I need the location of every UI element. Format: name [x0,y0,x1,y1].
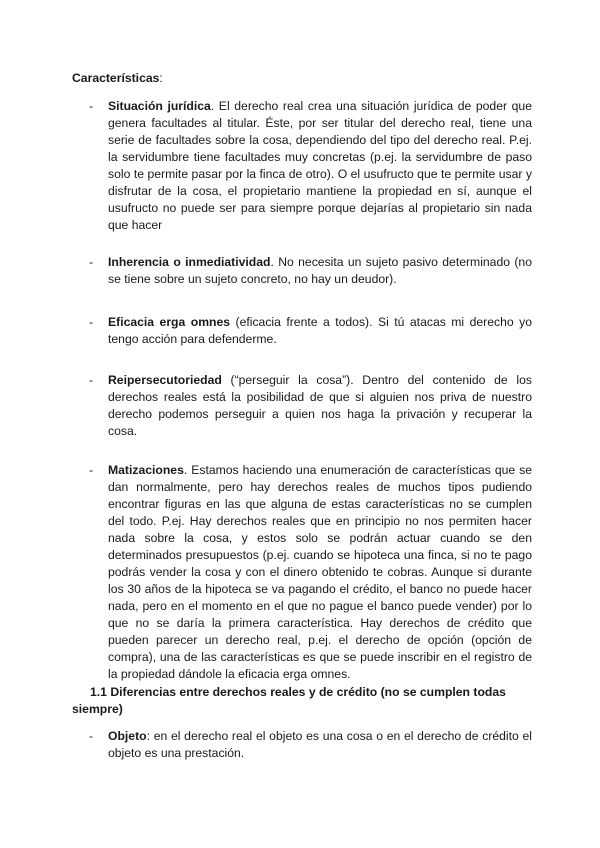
list-item [72,462,532,683]
list-item-body: (eficacia frente a todos). Si tú atacas mi derecho yo tengo acción para defenderme. [108,315,532,346]
list-item [72,254,532,288]
list-item [72,728,532,762]
list-item-body: (“perseguir la cosa”). Dentro del contenido de los derechos reales está la posibilidad de que si alguien nos priva de nuestro derecho podemos perseguir a quien nos haga la privación y recuperar la cosa. [108,373,532,438]
list-item-term-punct: . [183,463,188,477]
list-item-term: Situación jurídica [108,99,211,113]
list-bullet: - [89,99,94,113]
list-item-body: No necesita un sujeto pasivo determinado (no se tiene sobre un sujeto concreto, no hay un deudor). [108,255,532,286]
list-bullet: - [89,373,94,387]
list-item-term: Objeto [108,729,147,743]
section-heading-title: Características [72,71,160,85]
list-item-term: Eficacia erga omnes [108,315,231,329]
list-item-term-punct: . [210,99,215,113]
list-item-text [108,372,532,440]
list-bullet: - [89,463,94,477]
list-item-term: Inherencia o inmediatividad [108,255,271,269]
list-item-body: : en el derecho real el objeto es una cosa o en el derecho de crédito el objeto es una prestación. [108,729,532,760]
list-item-term: Matizaciones [108,463,184,477]
list-item-text [108,728,532,762]
list-item-body: Estamos haciendo una enumeración de características que se dan normalmente, pero hay derechos reales de muchos tipos pudiendo encontrar figuras en las que alguna de estas características no se cumplen del todo. P.ej. Hay derechos reales que en principio no nos permiten hacer nada sobre la cosa, y estos solo se podrán actuar cuando se den determinados presupuestos (p.ej. cuando se hipoteca una finca, si no te pago podrás vender la cosa y con el dinero obtenido te cobras. Aunque si durante los 30 años de la hipoteca se va pagando el crédito, el banco no puede hacer nada, pero en el momento en el que no pague el banco puede vender) por lo que no se daría la primera característica. Hay derechos de crédito que pueden parecer un derecho real, p.ej. el derecho de opción (opción de compra), una de las características es que se puede inscribir en el registro de la propiedad dándole la eficacia erga omnes. [108,463,532,681]
list-item-text [108,462,532,683]
list-item [72,98,532,234]
list-item [72,314,532,348]
list-item-text [108,254,532,288]
list-bullet: - [89,255,94,269]
list-item-term: Reipersecutoriedad [108,373,222,387]
section-heading [72,70,163,87]
list-item [72,372,532,440]
list-bullet: - [89,729,94,743]
list-item-text [108,98,532,234]
list-bullet: - [89,315,94,329]
subsection-heading: 1.1 Diferencias entre derechos reales y de crédito (no se cumplen todas siempre) [72,685,506,716]
list-item-body: El derecho real crea una situación jurídica de poder que genera facultades al titular. Éste, por ser titular del derecho real, tiene una serie de facultades sobre la cosa, dependiendo del tipo del derecho real. P.ej. la servidumbre tiene facultades muy concretas (p.ej. la servidumbre de paso solo te permite pasar por la finca de otro). O el usufructo que te permite usar y disfrutar de la cosa, el propietario mantiene la propiedad en sí, aunque el usufructo no puede ser para siempre porque dejarías al propietario sin nada que hacer [108,99,532,232]
list-item-term-punct: . [270,255,274,269]
section-heading-suffix: : [159,71,163,85]
list-item-text [108,314,532,348]
